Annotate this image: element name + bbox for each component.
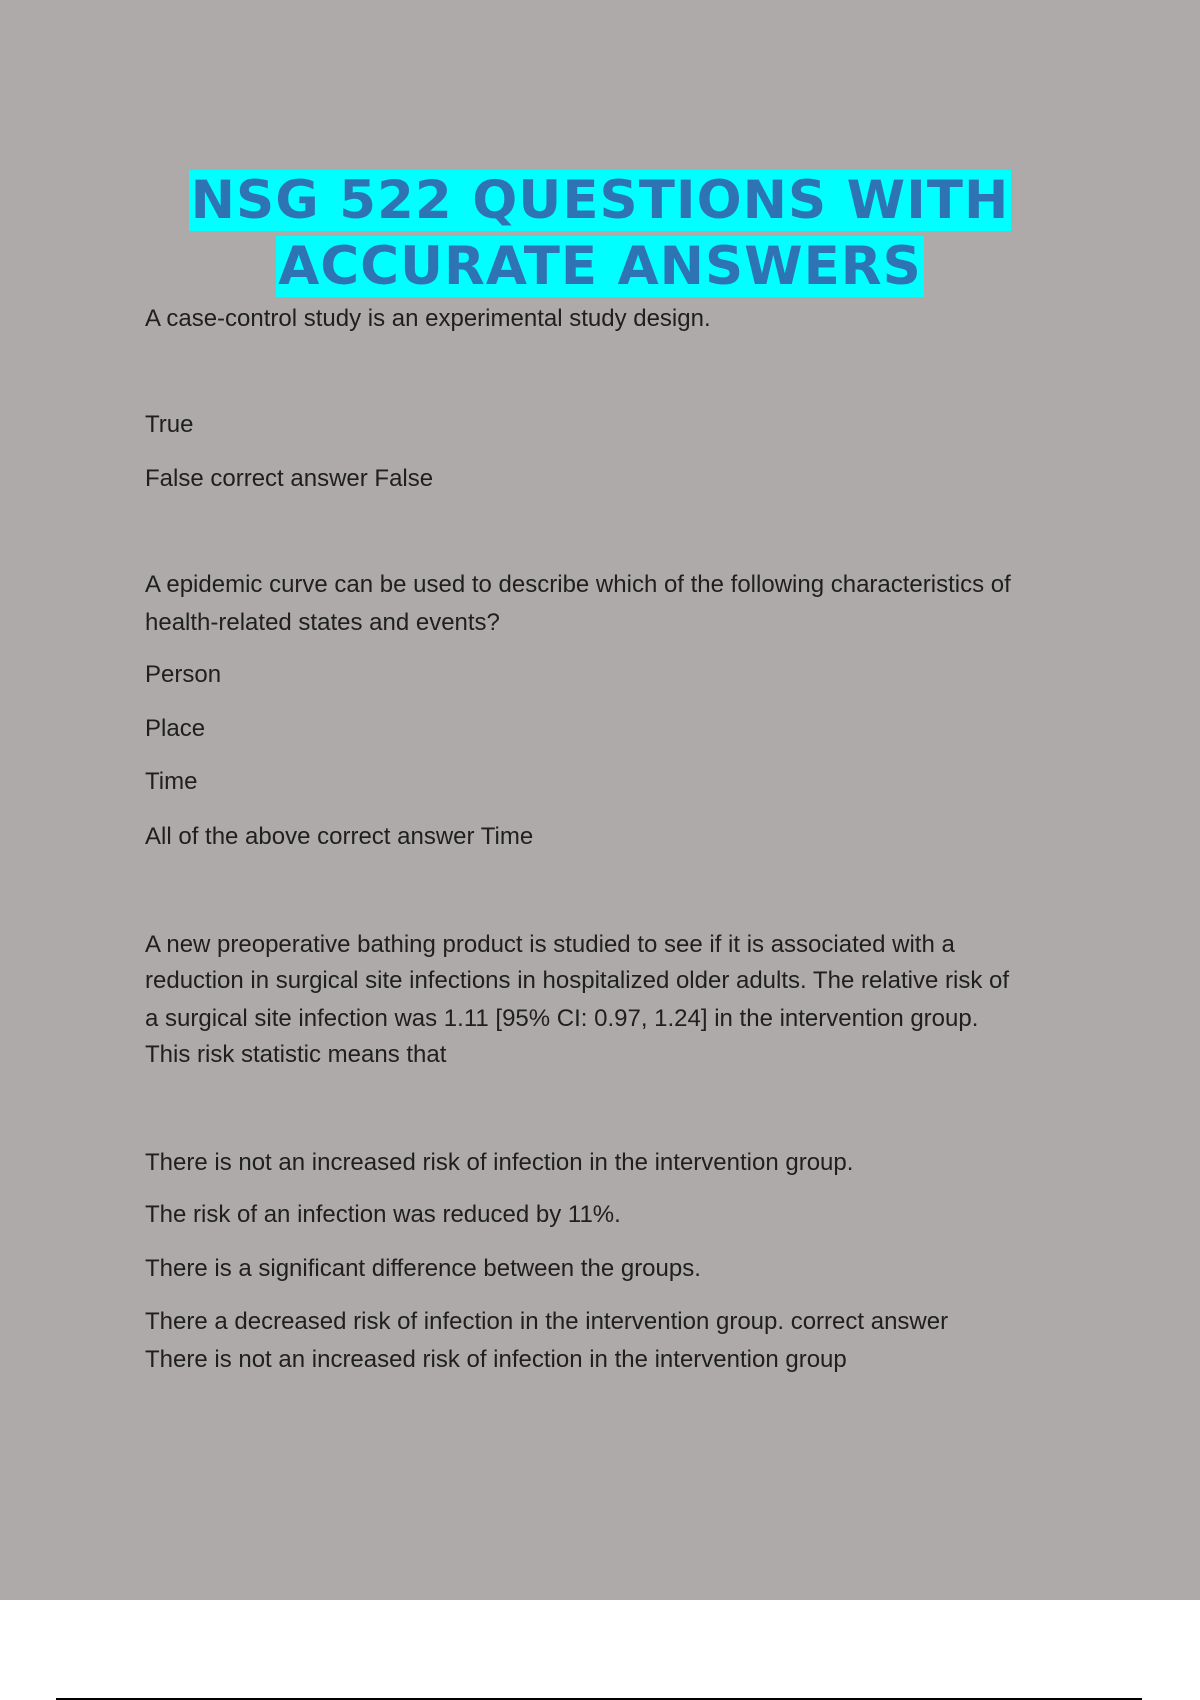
question-3-text-line-3: a surgical site infection was 1.11 [95% CI: 0.97, 1.24] in the intervention group.	[145, 1005, 979, 1032]
question-3-text-line-4: This risk statistic means that	[145, 1041, 447, 1068]
question-1-option-1: True	[145, 411, 194, 438]
question-1-text: A case-control study is an experimental study design.	[145, 305, 711, 332]
question-2-text-line-1: A epidemic curve can be used to describe which of the following characteristics of	[145, 571, 1011, 598]
question-2-text-line-2: health-related states and events?	[145, 609, 500, 636]
question-2-option-1: Person	[145, 661, 222, 688]
question-3-text-line-2: reduction in surgical site infections in hospitalized older adults. The relative risk of	[145, 967, 1009, 994]
question-1-option-2: False correct answer False	[145, 465, 434, 492]
document-title	[0, 168, 1200, 300]
question-3-option-1: There is not an increased risk of infection in the intervention group.	[145, 1149, 854, 1176]
question-3-option-3: There is a significant difference between the groups.	[145, 1255, 701, 1282]
question-2-option-3: Time	[145, 768, 198, 795]
title-line-1: NSG 522 QUESTIONS WITH	[190, 170, 1010, 231]
question-2-option-4: All of the above correct answer Time	[145, 823, 534, 850]
question-2-option-2: Place	[145, 715, 206, 742]
question-3-option-4: There a decreased risk of infection in the intervention group. correct answer	[145, 1308, 949, 1335]
question-3-option-2: The risk of an infection was reduced by 11%.	[145, 1201, 621, 1228]
question-3-text-line-1: A new preoperative bathing product is studied to see if it is associated with a	[145, 931, 955, 958]
title-line-2: ACCURATE ANSWERS	[278, 236, 922, 297]
question-3-answer-continuation: There is not an increased risk of infection in the intervention group	[145, 1346, 847, 1373]
